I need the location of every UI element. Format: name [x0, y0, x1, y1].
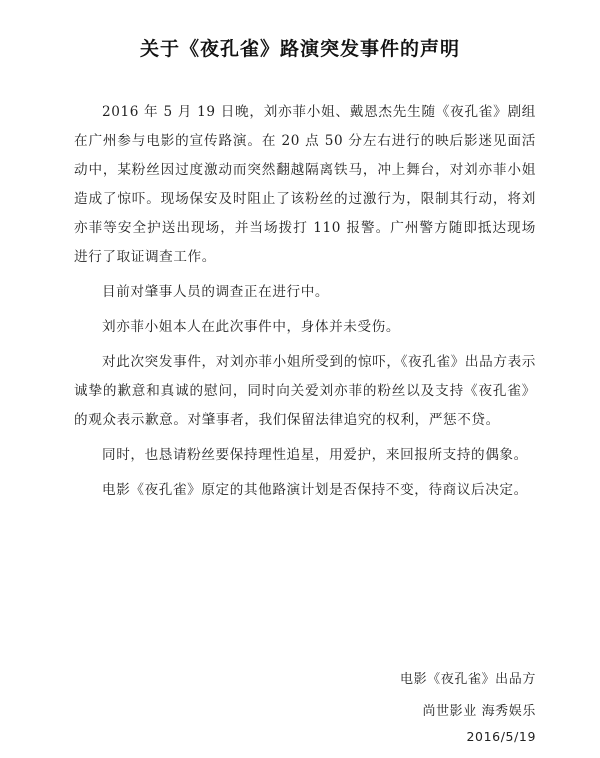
paragraph-schedule: 电影《夜孔雀》原定的其他路演计划是否保持不变，待商议后决定。	[102, 482, 528, 498]
paragraph-investigation: 目前对肇事人员的调查正在进行中。	[102, 284, 330, 300]
document-title: 关于《夜孔雀》路演突发事件的声明	[139, 38, 460, 60]
signature-issuer: 电影《夜孔雀》出品方	[399, 672, 536, 687]
document-body	[74, 98, 536, 511]
paragraph-appeal: 同时，也恳请粉丝要保持理性追星，用爱护，来回报所支持的偶象。	[102, 447, 528, 463]
signature-date: 2016/5/19	[466, 729, 536, 744]
paragraph-apology: 对此次突发事件，对刘亦菲小姐所受到的惊吓，《夜孔雀》出品方表示诚挚的歉意和真诚的慰问，同时向关爱刘亦菲的粉丝以及支持《夜孔雀》的观众表示歉意。对肇事者，我们保留法律追究的权利，严惩不贷。	[74, 354, 536, 428]
paragraph-incident: 2016 年 5 月 19 日晚，刘亦菲小姐、戴恩杰先生随《夜孔雀》剧组在广州参与电影的宣传路演。在 20 点 50 分左右进行的映后影迷见面活动中，某粉丝因过度激动而突然翻越隔离铁马，冲上舞台，对刘亦菲小姐造成了惊吓。现场保安及时阻止了该粉丝的过激行为，限制其行动，将刘亦菲等安全护送出现场，并当场拨打 110 报警。广州警方随即抵达现场进行了取证调查工作。	[74, 104, 536, 265]
paragraph-health: 刘亦菲小姐本人在此次事件中，身体并未受伤。	[102, 319, 401, 335]
signature-companies: 尚世影业 海秀娱乐	[422, 704, 536, 719]
